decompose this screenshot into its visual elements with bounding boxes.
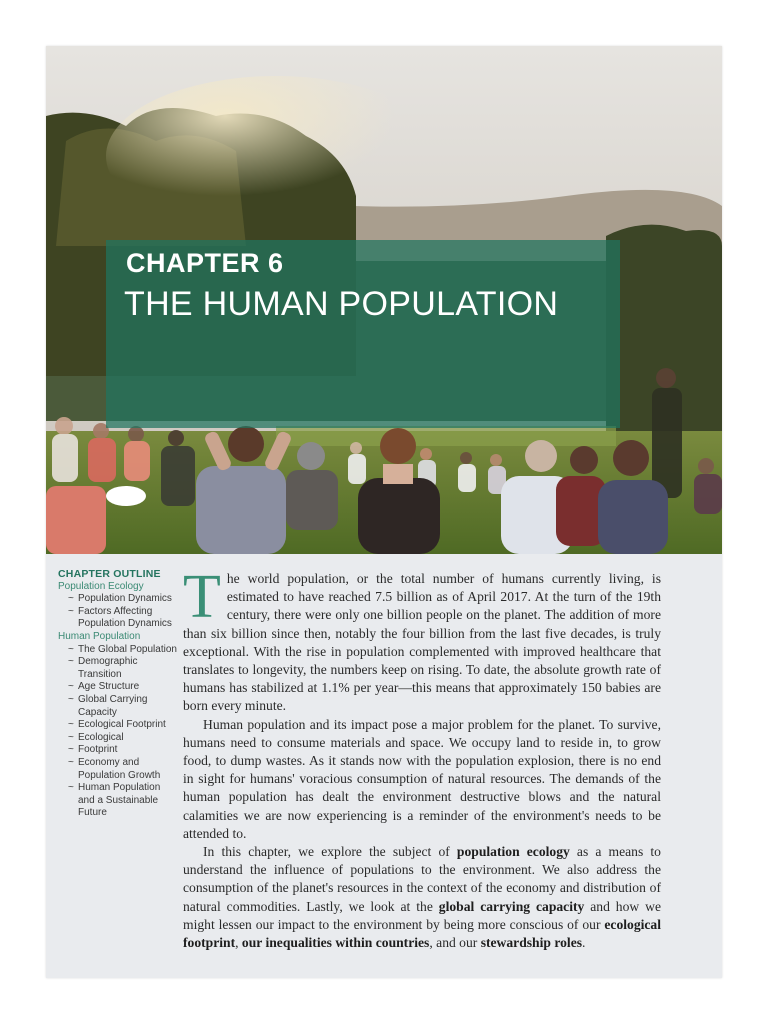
term-inequalities: our inequalities within countries [241,935,430,951]
intro-paragraph-2: Human population and its impact pose a major problem for the planet. To survive, humans need to consume materials and space. We occupy land to reside in, to grow food, to dump wastes. As it stands now with the population explosion, there is no end in sight for humans' voracious consumption of natural resources. The demands of the human population has dealt the environment destructive blows and the natural calamities we are now experiencing is a reminder of the environment's needs to be attended to. [183,716,661,841]
chapter-outline [58,568,178,820]
chapter-intro-text [183,563,661,952]
outline-item: ~ Footprint [58,744,178,757]
chapter-number: CHAPTER 6 [126,248,284,278]
term-ecological-footprint: ecological footprint [183,916,661,951]
outline-item: ~ Population Dynamics [58,593,178,606]
chapter-banner [106,240,620,428]
outline-item: ~ Factors Affecting Population Dynamics [58,606,178,631]
outline-item: ~ The Global Population [58,644,178,657]
outline-section-title: Human Population [58,630,141,642]
term-population-ecology: population ecology [456,844,570,860]
intro-paragraph-3: In this chapter, we explore the subject of population ecology as a means to understand the influence of populations to the environment. We also address the consumption of the planet's resources in the context of the economy and distribution of natural commodities. Lastly, we look at the global carrying capacity and how we might lessen our impact to the environment by being more conscious of our ecological footprint, our inequalities within countries, and our stewardship roles. [183,844,661,951]
outline-item: ~ Human Population and a Sustainable Future [58,782,178,820]
term-global-carrying-capacity: global carrying capacity [438,898,585,914]
outline-item: ~ Economy and Population Growth [58,757,178,782]
outline-heading: CHAPTER OUTLINE [58,568,161,580]
intro-paragraph-1: The world population, or the total number of humans currently living, is estimated to have reached 7.5 billion as of April 2017. At the turn of the 19th century, there were only one billion people on the planet. The addition of more than six billion since then, notably the four billion from the last five decades, is truly exceptional. With the rise in population complemented with improved healthcare that translates to longevity, the numbers keep on rising. To date, the absolute growth rate of humans has stabilized at 1.1% per year—this means that approximately 150 babies are born every minute. [183,563,661,714]
outline-item: ~ Ecological [58,732,178,745]
textbook-page [46,46,722,978]
outline-item: ~ Ecological Footprint [58,719,178,732]
term-stewardship-roles: stewardship roles [480,935,583,951]
outline-item: ~ Global Carrying Capacity [58,694,178,719]
outline-item: ~ Demographic Transition [58,656,178,681]
outline-item: ~ Age Structure [58,681,178,694]
outline-section-title: Population Ecology [58,580,144,592]
drop-cap: T [183,563,221,631]
chapter-title: THE HUMAN POPULATION [124,285,559,323]
